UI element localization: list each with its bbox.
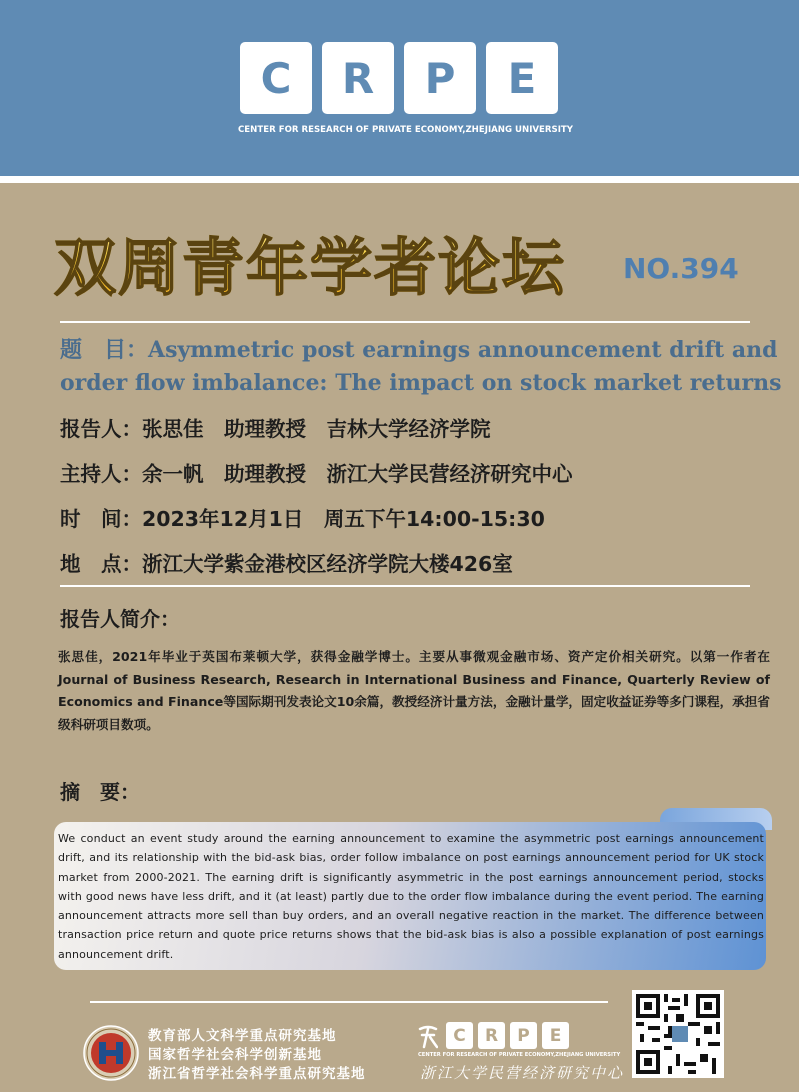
forum-number: NO.394	[623, 252, 739, 285]
logo-letter-r: R	[322, 42, 394, 114]
bio-text: 张思佳，2021年毕业于英国布莱顿大学，获得金融学博士。主要从事微观金融市场、资产定价相关研究。以第一作者在Journal of Business Research, Research in International Business and Finance, Quarterly Review of Economics and Finance等国际期刊发表论文10余篇，教授经济计量方法，金融计量学，固定收益证券等多门课程，承担省级科研项目数项。	[58, 649, 770, 732]
header-divider	[0, 176, 799, 183]
topic-line-1	[60, 334, 780, 367]
qr-code-icon	[632, 990, 724, 1078]
topic-block	[60, 334, 780, 400]
mini-logo-chinese: 浙江大学民营经济研究中心	[420, 1064, 625, 1082]
header-banner	[0, 0, 799, 176]
institution-line-3: 浙江省哲学社会科学重点研究基地	[148, 1066, 366, 1082]
mini-logo-subtitle: CENTER FOR RESEARCH OF PRIVATE ECONOMY,ZHEJIANG UNIVERSITY	[418, 1052, 621, 1058]
title-divider	[60, 321, 750, 323]
mini-logo-letter-e: E	[542, 1022, 569, 1049]
mini-logo-letter-r: R	[478, 1022, 505, 1049]
logo-letter-p: P	[404, 42, 476, 114]
mini-logo-letter-c: C	[446, 1022, 473, 1049]
host-line: 主持人：余一帆 助理教授 浙江大学民营经济研究中心	[60, 462, 573, 486]
location-line: 地 点：浙江大学紫金港校区经济学院大楼426室	[60, 552, 513, 576]
forum-title: 双周青年学者论坛	[54, 218, 566, 307]
logo-letter-c: C	[240, 42, 312, 114]
institution-line-1: 教育部人文科学重点研究基地	[148, 1028, 337, 1044]
bio-heading: 报告人简介：	[60, 607, 180, 631]
logo-subtitle: CENTER FOR RESEARCH OF PRIVATE ECONOMY,ZHEJIANG UNIVERSITY	[238, 125, 574, 135]
logo-letter-e: E	[486, 42, 558, 114]
abstract-text: We conduct an event study around the earning announcement to examine the asymmetric post earnings announcement drift, and its relationship with the bid-ask bias, order follow imbalance on post earnings announcement period for UK stock market from 2000-2021. The earning drift is significantly asymmetric in the post earnings announcement period, stocks with good news have less drift, and it (at least) partly due to the order flow imbalance during the event period. The earning announcement attracts more sell than buy orders, and an overall negative reaction in the market. The difference between transaction price return and quote price returns shows that the bid-ask bias is also a possible explanation of post earnings announcement drift.	[58, 832, 764, 961]
mini-logo-letter-p: P	[510, 1022, 537, 1049]
info-divider	[60, 585, 750, 587]
institution-line-2: 国家哲学社会科学创新基地	[148, 1047, 322, 1063]
footer-divider	[90, 1001, 608, 1003]
speaker-line: 报告人：张思佳 助理教授 吉林大学经济学院	[60, 417, 491, 441]
time-line: 时 间：2023年12月1日 周五下午14:00-15:30	[60, 507, 545, 531]
institution-emblem-icon	[82, 1024, 140, 1082]
topic-title-line-2: order flow imbalance: The impact on stock market returns	[60, 370, 782, 396]
topic-label: 题 目：	[60, 337, 149, 363]
crpe-mark-icon	[418, 1023, 438, 1049]
topic-title-line-1: Asymmetric post earnings announcement drift and	[148, 337, 778, 363]
abstract-heading: 摘 要：	[60, 780, 140, 804]
